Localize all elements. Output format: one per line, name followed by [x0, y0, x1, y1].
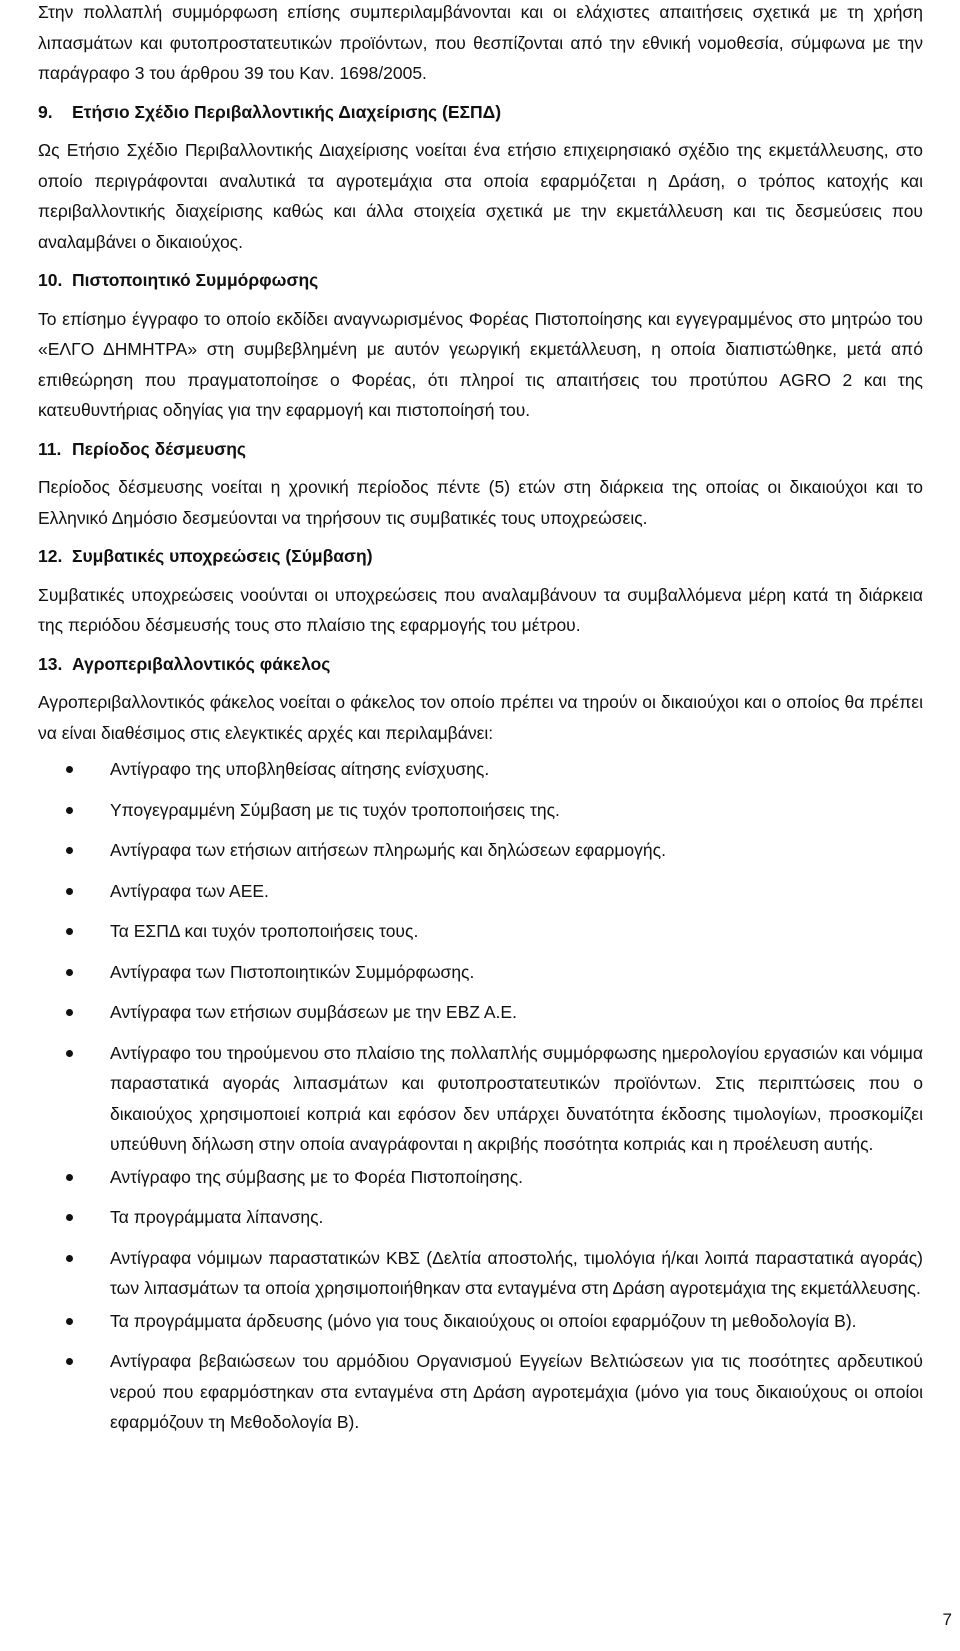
bullet-icon: [66, 807, 73, 814]
section-text-10: Το επίσημο έγγραφο το οποίο εκδίδει αναγνωρισμένος Φορέας Πιστοποίησης και εγγεγραμμένος στο μητρώο του «ΕΛΓΟ ΔΗΜΗΤΡΑ» στη συμβεβλημένη με αυτόν γεωργική εκμετάλλευση, η οποία διαπιστώθηκε, μετά από επιθεώρηση που πραγματοποίησε ο Φορέας, ότι πληροί τις απαιτήσεις του προτύπου AGRO 2 και της κατευθυντήριας οδηγίας για την εφαρμογή και πιστοποίησή του.: [38, 308, 923, 420]
bullet-icon: [66, 766, 73, 773]
section-text-13: Αγροπεριβαλλοντικός φάκελος νοείται ο φάκελος τον οποίο πρέπει να τηρούν οι δικαιούχοι και ο οποίος θα πρέπει να είναι διαθέσιμος στις ελεγκτικές αρχές και περιλαμβάνει:: [38, 692, 923, 743]
bullet-icon: [66, 1050, 73, 1057]
list-item: Αντίγραφο της υποβληθείσας αίτησης ενίσχυσης.: [38, 754, 923, 785]
section-number: 10.: [38, 270, 63, 290]
bullet-icon: [66, 1318, 73, 1325]
section-heading-10: [38, 265, 923, 296]
section-heading-12: [38, 541, 923, 572]
list-item: Αντίγραφο του τηρούμενου στο πλαίσιο της πολλαπλής συμμόρφωσης ημερολογίου εργασιών και νόμιμα παραστατικά αγοράς λιπασμάτων και φυτοπροστατευτικών προϊόντων. Στις περιπτώσεις που ο δικαιούχος χρησιμοποιεί κοπριά και εφόσον δεν υπάρχει δυνατότητα έκδοσης τιμολογίων, προσκομίζει υπεύθυνη δήλωση στην οποία αναγράφονται η ακριβής ποσότητα κοπριάς και η προέλευση αυτής.: [38, 1038, 923, 1160]
section-title: Περίοδος δέσμευσης: [72, 438, 247, 459]
section-heading-13: [38, 649, 923, 680]
list-item: Αντίγραφα των Πιστοποιητικών Συμμόρφωσης.: [38, 957, 923, 988]
list-item: Αντίγραφο της σύμβασης με το Φορέα Πιστοποίησης.: [38, 1162, 923, 1193]
section-number: 12.: [38, 546, 63, 566]
section-number: 11.: [38, 438, 62, 459]
bullet-icon: [66, 1009, 73, 1016]
section-number: 13.: [38, 653, 63, 674]
list-item: Αντίγραφα νόμιμων παραστατικών ΚΒΣ (Δελτία αποστολής, τιμολόγια ή/και λοιπά παραστατικά αγοράς) των λιπασμάτων τα οποία χρησιμοποιήθηκαν στα ενταγμένα στη Δράση αγροτεμάχια της εκμετάλλευσης.: [38, 1243, 923, 1304]
list-item: Τα προγράμματα άρδευσης (μόνο για τους δικαιούχους οι οποίοι εφαρμόζουν τη μεθοδολογία Β).: [38, 1306, 923, 1337]
section-title: Πιστοποιητικό Συμμόρφωσης: [72, 270, 319, 290]
document-page: [38, 0, 923, 1448]
list-item: Αντίγραφα βεβαιώσεων του αρμόδιου Οργανισμού Εγγείων Βελτιώσεων για τις ποσότητες αρδευτικού νερού που εφαρμόστηκαν στα ενταγμένα στη Δράση αγροτεμάχια (μόνο για τους δικαιούχους οι οποίοι εφαρμόζουν τη Μεθοδολογία Β).: [38, 1346, 923, 1438]
list-item: Υπογεγραμμένη Σύμβαση με τις τυχόν τροποποιήσεις της.: [38, 795, 923, 826]
bullet-icon: [66, 1214, 73, 1221]
section-title: Αγροπεριβαλλοντικός φάκελος: [72, 653, 331, 674]
bullet-icon: [66, 1255, 73, 1262]
list-item: Αντίγραφα των ετήσιων συμβάσεων με την ΕΒΖ Α.Ε.: [38, 997, 923, 1028]
list-item: Αντίγραφα των ΑΕΕ.: [38, 876, 923, 907]
list-item: Τα προγράμματα λίπανσης.: [38, 1202, 923, 1233]
bullet-icon: [66, 847, 73, 854]
section-heading-11: [38, 434, 923, 465]
bullet-icon: [66, 1358, 73, 1365]
section-text-11: Περίοδος δέσμευσης νοείται η χρονική περίοδος πέντε (5) ετών στη διάρκεια της οποίας οι δικαιούχοι και το Ελληνικό Δημόσιο δεσμεύονται να τηρήσουν τις συμβατικές τους υποχρεώσεις.: [38, 477, 923, 528]
bullet-icon: [66, 928, 73, 935]
section-title: Ετήσιο Σχέδιο Περιβαλλοντικής Διαχείρισης (ΕΣΠΔ): [72, 101, 502, 122]
bullet-icon: [66, 1174, 73, 1181]
list-item: Αντίγραφα των ετήσιων αιτήσεων πληρωμής και δηλώσεων εφαρμογής.: [38, 835, 923, 866]
folder-contents-list: [38, 754, 923, 1438]
intro-paragraph: Στην πολλαπλή συμμόρφωση επίσης συμπεριλαμβάνονται και οι ελάχιστες απαιτήσεις σχετικά με τη χρήση λιπασμάτων και φυτοπροστατευτικών προϊόντων, που θεσπίζονται από την εθνική νομοθεσία, σύμφωνα με την παράγραφο 3 του άρθρου 39 του Καν. 1698/2005.: [38, 2, 923, 83]
section-text-12: Συμβατικές υποχρεώσεις νοούνται οι υποχρεώσεις που αναλαμβάνουν τα συμβαλλόμενα μέρη κατά τη διάρκεια της περιόδου δέσμευσής τους στο πλαίσιο της εφαρμογής του μέτρου.: [38, 584, 923, 635]
section-heading-9: [38, 97, 923, 128]
section-number: 9.: [38, 101, 53, 122]
list-item: Τα ΕΣΠΔ και τυχόν τροποποιήσεις τους.: [38, 916, 923, 947]
bullet-icon: [66, 888, 73, 895]
section-title: Συμβατικές υποχρεώσεις (Σύμβαση): [72, 546, 373, 566]
section-text-9: Ως Ετήσιο Σχέδιο Περιβαλλοντικής Διαχείρισης νοείται ένα ετήσιο επιχειρησιακό σχέδιο της εκμετάλλευσης, στο οποίο περιγράφονται αναλυτικά τα αγροτεμάχια στα οποία εφαρμόζεται η Δράση, ο τρόπος κατοχής και περιβαλλοντικής διαχείρισης καθώς και άλλα στοιχεία σχετικά με την εκμετάλλευση και τις δεσμεύσεις που αναλαμβάνει ο δικαιούχος.: [38, 140, 923, 252]
bullet-icon: [66, 969, 73, 976]
page-number: 7: [942, 1610, 952, 1629]
